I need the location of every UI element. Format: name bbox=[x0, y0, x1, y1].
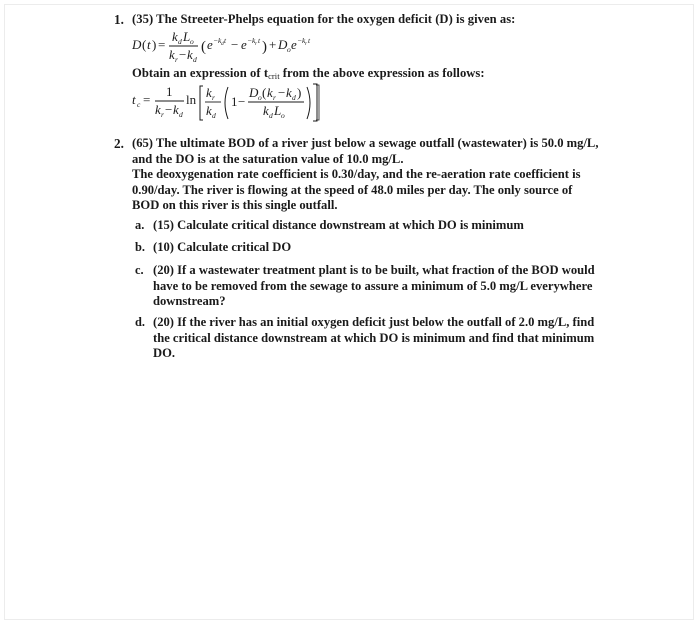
svg-text:k: k bbox=[206, 103, 212, 118]
svg-text:k: k bbox=[173, 102, 179, 117]
q2-part-b bbox=[153, 240, 291, 256]
svg-text:): ) bbox=[262, 39, 267, 55]
svg-text:−: − bbox=[278, 85, 286, 100]
svg-text:r: r bbox=[255, 41, 258, 47]
svg-text:(: ( bbox=[142, 37, 147, 52]
q1-number: 1. bbox=[114, 12, 124, 27]
svg-text:t: t bbox=[308, 36, 311, 45]
svg-text:−: − bbox=[165, 102, 173, 117]
svg-text:r: r bbox=[161, 110, 164, 119]
svg-text:−k: −k bbox=[297, 36, 306, 45]
svg-text:d: d bbox=[221, 41, 224, 47]
svg-text:k: k bbox=[155, 102, 161, 117]
svg-text:d: d bbox=[269, 111, 273, 120]
q1-instruction bbox=[132, 66, 485, 81]
q1-intro: (35) The Streeter-Phelps equation for the oxygen deficit (D) is given as: bbox=[132, 12, 516, 26]
q2-part-b-label: b. bbox=[135, 240, 145, 254]
svg-text:d: d bbox=[179, 110, 183, 119]
svg-text:+: + bbox=[269, 37, 277, 52]
q2-part-d-line: the critical distance downstream at which DO is minimum and find that minimum bbox=[153, 330, 595, 345]
q2-line: BOD on this river is this single outfall. bbox=[132, 198, 338, 212]
q1-instruction-pre: Obtain an expression of t bbox=[132, 66, 269, 80]
q2-number: 2. bbox=[114, 136, 124, 151]
svg-text:c: c bbox=[137, 100, 141, 109]
svg-text:k: k bbox=[263, 103, 269, 118]
q2-body bbox=[132, 136, 599, 214]
svg-text:t: t bbox=[147, 37, 151, 52]
svg-text:t: t bbox=[224, 36, 227, 45]
q2-part-a bbox=[153, 218, 524, 234]
svg-text:1: 1 bbox=[166, 84, 173, 99]
svg-text:t: t bbox=[258, 36, 261, 45]
q2-part-d-label: d. bbox=[135, 315, 145, 329]
svg-text:k: k bbox=[169, 47, 175, 62]
t-crit-equation bbox=[132, 82, 362, 122]
q2-part-c-line: downstream? bbox=[153, 294, 226, 308]
svg-text:o: o bbox=[281, 111, 285, 120]
q1-instruction-post: from the above expression as follows: bbox=[279, 66, 485, 80]
q2-part-c-line: have to be removed from the sewage to assure a minimum of 5.0 mg/L everywhere bbox=[153, 278, 593, 293]
streeter-phelps-equation bbox=[132, 30, 352, 64]
q2-part-d-line: DO. bbox=[153, 346, 176, 360]
svg-text:t: t bbox=[132, 92, 136, 107]
svg-text:1: 1 bbox=[231, 94, 238, 109]
q2-part-a-line: (15) Calculate critical distance downstream at which DO is minimum bbox=[153, 218, 524, 232]
svg-text:d: d bbox=[178, 37, 182, 46]
q1-instruction-sub: crit bbox=[268, 71, 280, 81]
svg-text:D: D bbox=[132, 37, 142, 52]
svg-text:=: = bbox=[143, 92, 151, 107]
svg-text:o: o bbox=[258, 93, 262, 102]
svg-text:): ) bbox=[297, 85, 302, 100]
svg-text:k: k bbox=[286, 85, 292, 100]
svg-text:−: − bbox=[179, 47, 187, 62]
svg-text:−: − bbox=[231, 37, 239, 52]
svg-text:=: = bbox=[158, 37, 166, 52]
q2-part-a-label: a. bbox=[135, 218, 145, 232]
q2-line: The deoxygenation rate coefficient is 0.30/day, and the re-aeration rate coefficient is bbox=[132, 167, 581, 181]
q2-line: (65) The ultimate BOD of a river just below a sewage outfall (wastewater) is 50.0 mg/L, bbox=[132, 136, 599, 150]
svg-text:r: r bbox=[305, 41, 308, 47]
q2-part-b-line: (10) Calculate critical DO bbox=[153, 240, 292, 254]
svg-text:k: k bbox=[187, 47, 193, 62]
svg-text:k: k bbox=[267, 85, 273, 100]
svg-text:−k: −k bbox=[213, 36, 222, 45]
svg-text:o: o bbox=[190, 37, 194, 46]
svg-text:e: e bbox=[207, 37, 213, 52]
q2-part-d bbox=[153, 315, 594, 362]
svg-text:): ) bbox=[152, 37, 157, 52]
svg-text:o: o bbox=[287, 45, 291, 54]
svg-text:r: r bbox=[273, 93, 276, 102]
svg-text:d: d bbox=[193, 55, 197, 64]
svg-text:(: ( bbox=[201, 39, 206, 55]
svg-text:ln: ln bbox=[186, 92, 197, 107]
svg-text:r: r bbox=[212, 93, 215, 102]
svg-text:L: L bbox=[274, 103, 282, 118]
q2-part-d-line: (20) If the river has an initial oxygen deficit just below the outfall of 2.0 mg/L, find bbox=[153, 315, 595, 329]
q2-part-c bbox=[153, 263, 595, 310]
q2-line: and the DO is at the saturation value of 10.0 mg/L. bbox=[132, 151, 404, 166]
svg-text:D: D bbox=[278, 37, 288, 52]
q2-part-c-label: c. bbox=[135, 263, 144, 277]
svg-text:r: r bbox=[175, 55, 178, 64]
svg-text:d: d bbox=[292, 93, 296, 102]
q2-part-c-line: (20) If a wastewater treatment plant is to be built, what fraction of the BOD would bbox=[153, 263, 595, 277]
svg-text:e: e bbox=[241, 37, 247, 52]
svg-text:k: k bbox=[172, 30, 178, 44]
svg-text:e: e bbox=[291, 37, 297, 52]
svg-text:−k: −k bbox=[247, 36, 256, 45]
q2-line: 0.90/day. The river is flowing at the speed of 48.0 miles per day. The only source of bbox=[132, 182, 573, 197]
svg-text:(: ( bbox=[262, 85, 267, 100]
svg-text:L: L bbox=[183, 30, 191, 44]
svg-text:d: d bbox=[212, 111, 216, 120]
svg-text:k: k bbox=[206, 85, 212, 100]
svg-text:D: D bbox=[249, 85, 259, 100]
svg-text:−: − bbox=[238, 94, 246, 109]
